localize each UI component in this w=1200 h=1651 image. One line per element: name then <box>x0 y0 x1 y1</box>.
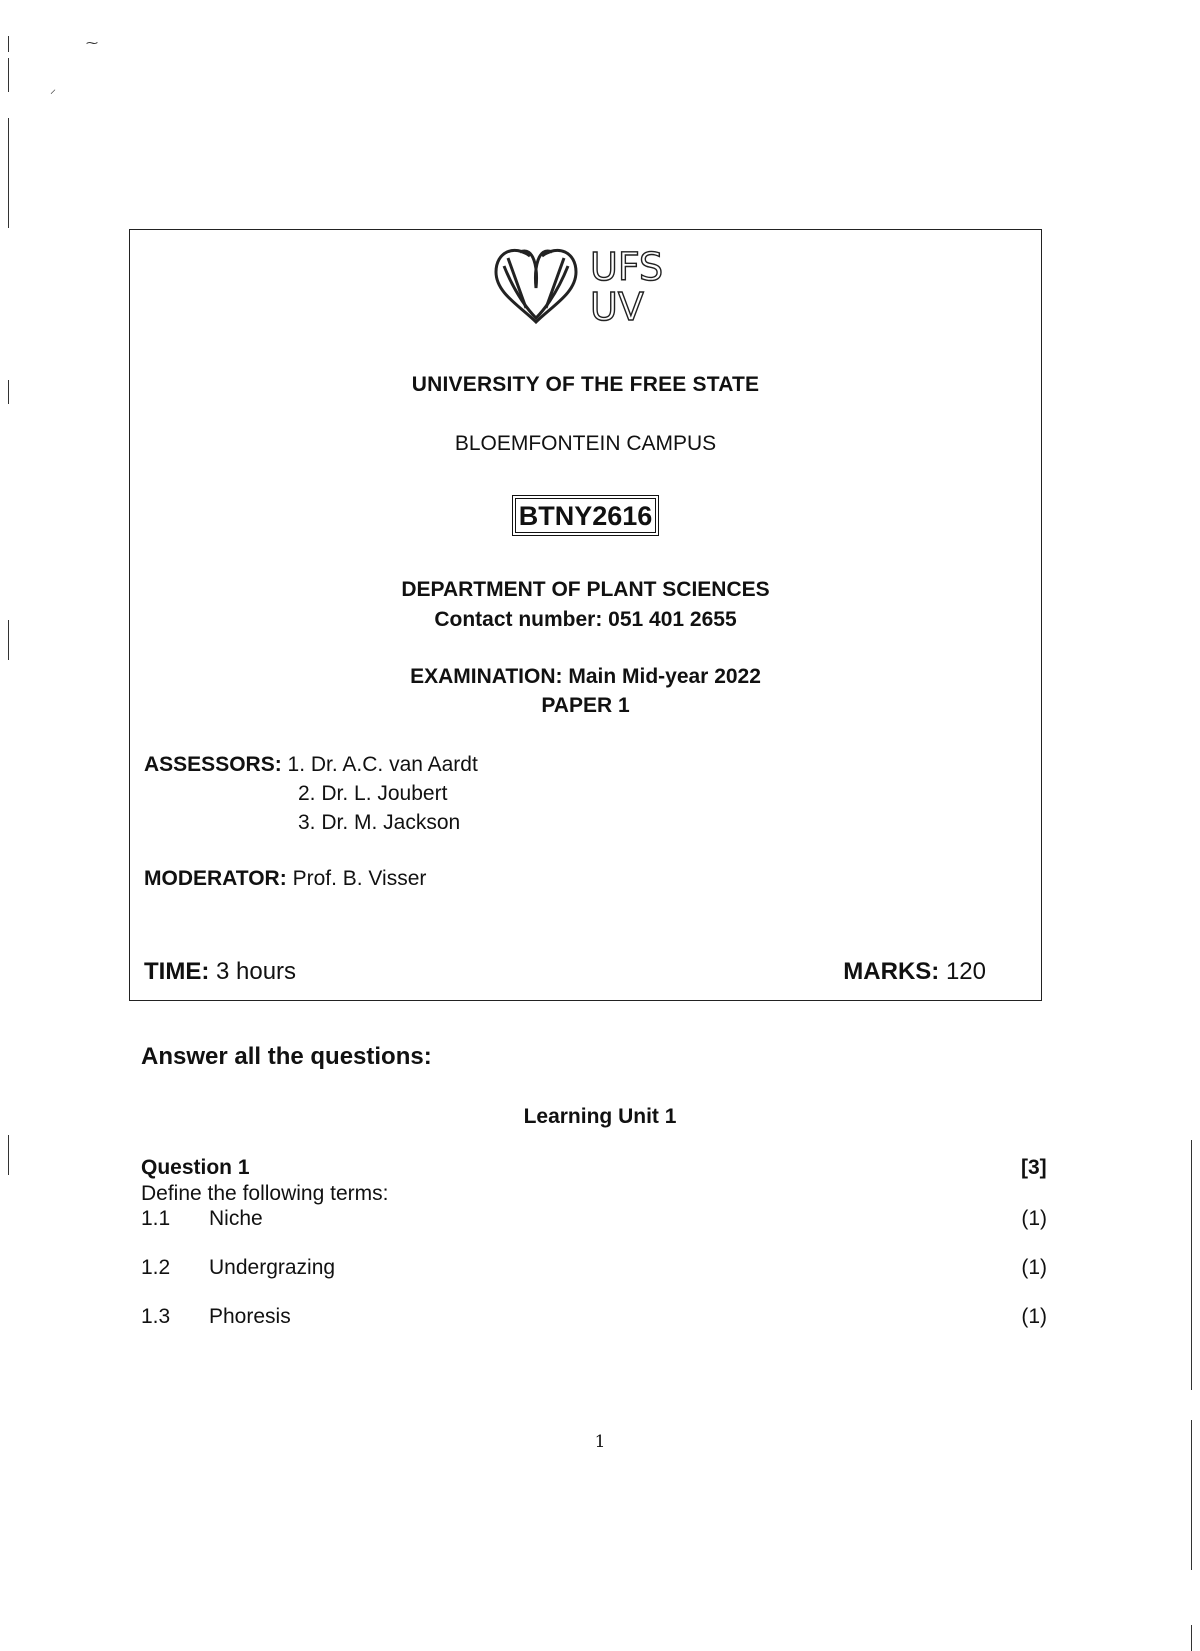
module-code-wrap <box>130 498 1041 533</box>
item-number: 1.2 <box>141 1256 171 1279</box>
item-number: 1.3 <box>141 1305 171 1328</box>
assessor-line <box>144 750 478 779</box>
paper-number: PAPER 1 <box>541 694 630 717</box>
scan-artifact <box>1191 1625 1192 1651</box>
page-number: 1 <box>594 1432 606 1452</box>
assessors-block <box>144 750 478 837</box>
item-marks: (1) <box>1021 1207 1047 1230</box>
ufs-logo <box>490 238 690 328</box>
scan-artifact <box>1191 1140 1192 1390</box>
svg-text:UFS: UFS <box>590 245 664 289</box>
assessor-name: 1. Dr. A.C. van Aardt <box>287 753 478 776</box>
scan-artifact <box>8 118 9 228</box>
scan-artifact <box>8 36 9 52</box>
scan-artifact <box>8 1135 9 1175</box>
question-title: Question 1 <box>141 1156 250 1179</box>
marks-label: MARKS: <box>843 958 940 985</box>
campus-name: BLOEMFONTEIN CAMPUS <box>454 432 717 455</box>
examination-title: EXAMINATION: Main Mid-year 2022 <box>410 665 761 688</box>
assessors-label: ASSESSORS: <box>144 753 282 776</box>
scan-artifact <box>8 380 9 404</box>
ufs-heart-icon <box>490 238 690 328</box>
scan-speck: ⸝ <box>50 82 57 96</box>
learning-unit-heading: Learning Unit 1 <box>523 1105 677 1128</box>
contact-number: Contact number: 051 401 2655 <box>434 608 737 631</box>
item-term: Undergrazing <box>209 1256 336 1279</box>
item-marks: (1) <box>1021 1256 1047 1279</box>
scan-speck: ⁓ <box>86 36 98 50</box>
item-term: Phoresis <box>209 1305 291 1328</box>
cover-box <box>129 229 1042 1001</box>
time-info <box>144 958 296 986</box>
university-name: UNIVERSITY OF THE FREE STATE <box>411 373 760 396</box>
moderator-label: MODERATOR: <box>144 867 287 890</box>
instructions-heading: Answer all the questions: <box>141 1043 432 1070</box>
scan-artifact <box>8 58 9 92</box>
module-code: BTNY2616 <box>515 498 657 533</box>
time-label: TIME: <box>144 958 210 985</box>
item-number: 1.1 <box>141 1207 171 1230</box>
scan-artifact <box>8 620 9 660</box>
question-instruction: Define the following terms: <box>141 1182 389 1205</box>
svg-text:UV: UV <box>590 285 644 328</box>
department-name: DEPARTMENT OF PLANT SCIENCES <box>401 578 770 601</box>
moderator-block <box>144 867 426 891</box>
question-total-marks: [3] <box>1021 1156 1047 1179</box>
item-term: Niche <box>209 1207 263 1230</box>
item-marks: (1) <box>1021 1305 1047 1328</box>
assessor-name: 3. Dr. M. Jackson <box>298 811 461 834</box>
assessor-name: 2. Dr. L. Joubert <box>298 782 448 805</box>
time-value: 3 hours <box>216 958 297 985</box>
marks-value: 120 <box>945 958 986 985</box>
marks-info <box>843 958 986 986</box>
moderator-name: Prof. B. Visser <box>292 867 427 890</box>
